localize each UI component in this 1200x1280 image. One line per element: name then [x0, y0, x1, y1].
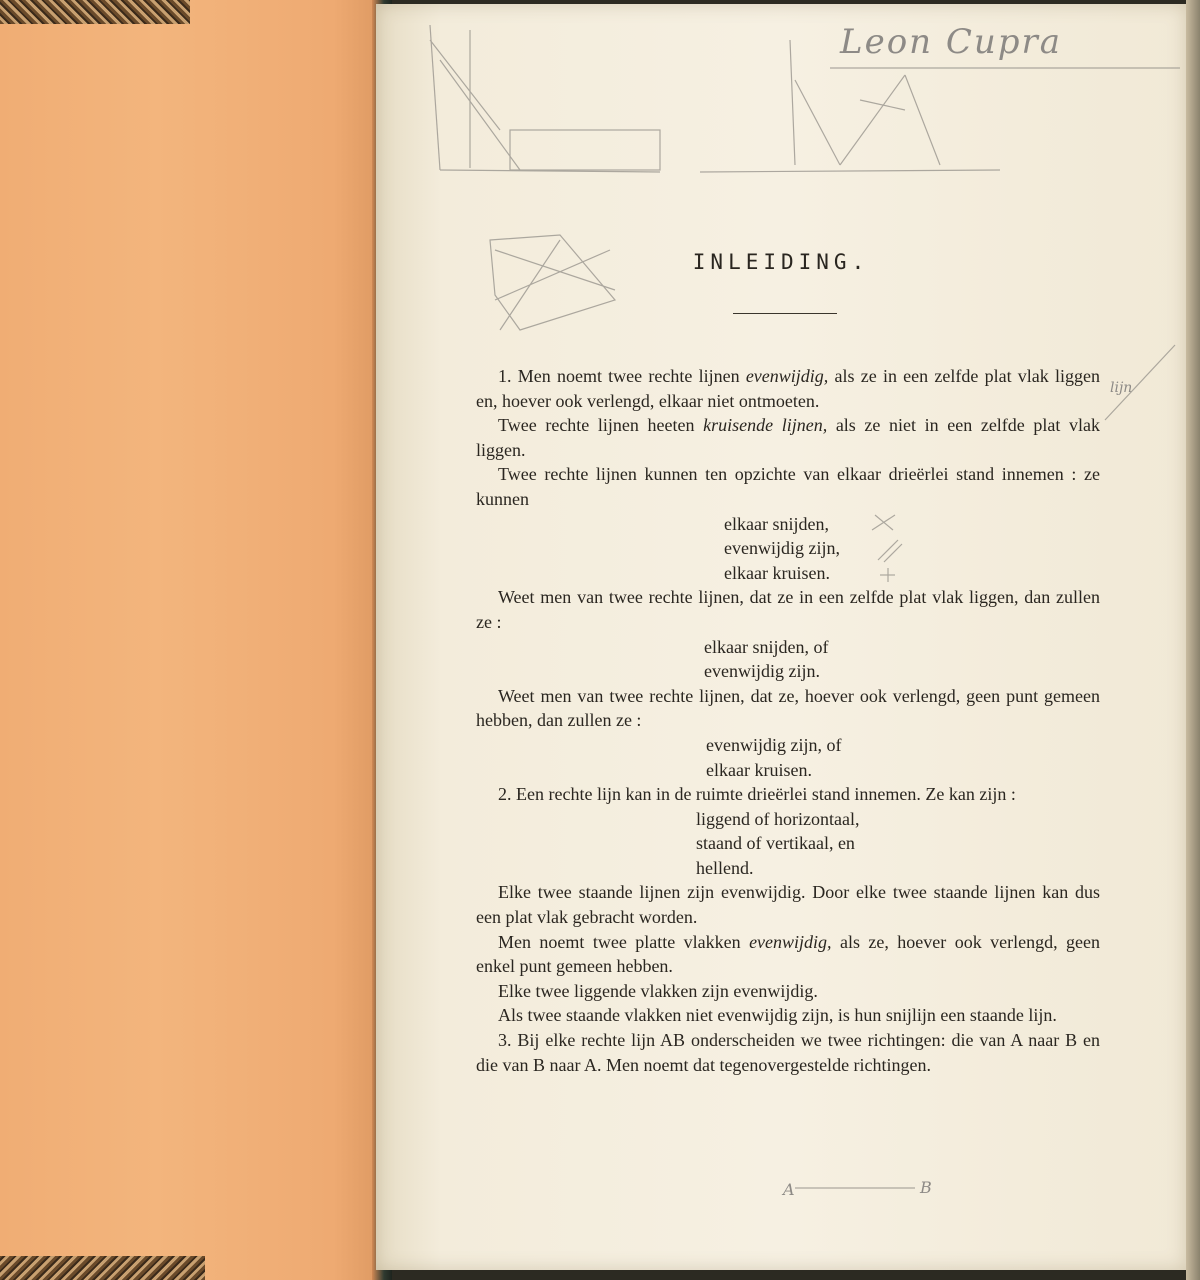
list-item: staand of vertikaal, en — [696, 833, 855, 854]
paragraph: Elke twee staande lijnen zijn evenwijdig. Door elke twee staande lijnen kan dus een plat vlak gebracht worden. — [476, 882, 1100, 928]
list — [476, 733, 1100, 782]
list-item: elkaar kruisen. — [706, 759, 812, 780]
paragraph: Weet men van twee rechte lijnen, dat ze in een zelfde plat vlak liggen, dan zullen ze : — [476, 587, 1100, 632]
list — [476, 807, 1100, 881]
list-item: evenwijdig zijn. — [704, 661, 820, 682]
body-text — [476, 364, 1100, 1077]
paragraph: Twee rechte lijnen heeten kruisende lijnen, als ze niet in een zelfde plat vlak liggen. — [476, 415, 1101, 460]
list-item: elkaar snijden, of — [704, 636, 829, 657]
paragraph: Men noemt twee platte vlakken evenwijdig, als ze, hoever ook verlengd, geen enkel punt gemeen hebben. — [476, 931, 1100, 977]
paragraph: Elke twee liggende vlakken zijn evenwijdig. — [498, 980, 818, 1001]
label-b: B — [920, 1178, 932, 1197]
list-item: elkaar kruisen. — [724, 562, 830, 583]
paragraph: Weet men van twee rechte lijnen, dat ze, hoever ook verlengd, geen punt gemeen hebben, dan zullen ze : — [476, 685, 1100, 731]
paragraph: 2. Een rechte lijn kan in de ruimte drieërlei stand innemen. Ze kan zijn : — [498, 784, 1016, 805]
paragraph: 3. Bij elke rechte lijn AB onderscheiden we twee richtingen: die van A naar B en die van B naar A. Men noemt dat tegenovergestelde richtingen. — [476, 1030, 1101, 1075]
margin-note: lijn — [1110, 380, 1133, 396]
list-item: evenwijdig zijn, — [724, 538, 840, 559]
list-item: liggend of horizontaal, — [696, 808, 860, 829]
list-item: evenwijdig zijn, of — [706, 734, 842, 755]
signature-annotation: Leon Cupra — [840, 22, 1063, 62]
list — [476, 635, 1100, 684]
label-a: A — [783, 1180, 795, 1199]
list — [476, 512, 1100, 586]
paragraph: 1. Men noemt twee rechte lijnen evenwijdig, als ze in een zelfde plat vlak liggen en, hoever ook verlengd, elkaar niet ontmoeten. — [476, 366, 1101, 411]
paragraph: Twee rechte lijnen kunnen ten opzichte van elkaar drieërlei stand innemen : ze kunnen — [476, 464, 1100, 509]
title-rule — [733, 313, 837, 314]
paragraph: Als twee staande vlakken niet evenwijdig zijn, is hun snijlijn een staande lijn. — [498, 1005, 1057, 1026]
list-item: elkaar snijden, — [724, 513, 829, 534]
list-item: hellend. — [696, 857, 754, 878]
chapter-title: INLEIDING. — [692, 250, 870, 274]
